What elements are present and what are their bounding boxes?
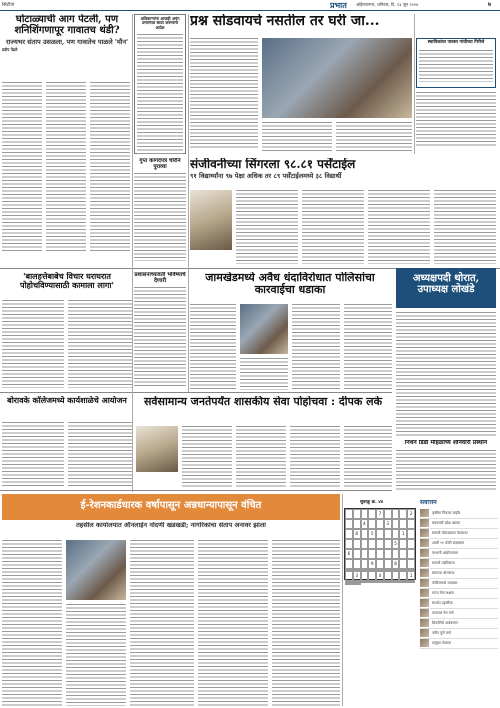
list-item [420, 599, 498, 609]
eration-photo [66, 540, 126, 600]
list-item-thumbnail [420, 599, 429, 607]
list-item-thumbnail [420, 509, 429, 517]
page-number: ७ [488, 1, 492, 8]
gun-headline: गुप्त कागदपत्र चोरीने पुराव्या [139, 158, 181, 171]
ghotala-body-col1 [2, 82, 42, 252]
jamkhed-body-col2 [292, 304, 340, 390]
list-item [420, 579, 498, 589]
sudoku-cell: 5 [368, 529, 376, 539]
sudoku-cell [368, 539, 376, 549]
list-item-label: फायनल गेम मागे [432, 610, 454, 615]
jamkhed-photo [240, 304, 288, 354]
right-box-headline: स्थायिकांचा पावसा गांधीच्या गिरीजे [427, 40, 485, 45]
sudoku-cell [376, 581, 384, 583]
sudoku-cell [399, 581, 407, 583]
list-item-thumbnail [420, 589, 429, 597]
sudoku-cell [345, 559, 353, 569]
sudoku-cell: 8 [392, 559, 400, 569]
jamkhed-body-col4 [240, 358, 288, 390]
gun-body [134, 173, 186, 261]
list-item [420, 539, 498, 549]
jamkhed-headline: जामखेडमध्ये अवैध धंदाविरोधात पोलिसांचा कारवाईचा धडाका [205, 272, 375, 297]
sudoku-cell [353, 509, 361, 519]
list-item [420, 589, 498, 599]
sudoku-cell [407, 529, 415, 539]
sudoku-cell [368, 549, 376, 559]
list-item-label: राज्य मेगा लक्षात [432, 590, 454, 595]
list-item-label: स्वराज्य धोरणाचा [432, 570, 455, 575]
sudoku-cell: 4 [361, 519, 369, 529]
ghotala-subhead: राज्यभर संताप उसळला, पण गावातेच पाळले 'मौन' [5, 38, 129, 46]
sudoku-cell [399, 539, 407, 549]
masthead [0, 0, 500, 11]
sudoku-cell [392, 519, 400, 529]
sudoku-cell [345, 519, 353, 529]
list-item-label: कृषीचा निकाल जाहीर [432, 510, 461, 515]
boravake-body-col2 [68, 422, 132, 488]
eration-body-col4 [198, 540, 268, 706]
sudoku-cell [392, 581, 400, 583]
sudoku-cell [399, 571, 407, 581]
sarvasamanya-body-col3 [290, 426, 340, 488]
eration-body-col5 [272, 540, 340, 706]
ghotala-byline: प्रदीप पेंढारे [2, 47, 18, 53]
sudoku-cell: 7 [376, 509, 384, 519]
singapore-photo [190, 190, 232, 250]
sudoku-cell [376, 539, 384, 549]
list-item-thumbnail [420, 569, 429, 577]
sudoku-cell [407, 581, 415, 583]
eration-body-col1 [2, 540, 62, 706]
nidhan-story [396, 440, 496, 500]
eration-body-col2 [66, 604, 126, 706]
sudoku-cell [384, 549, 392, 559]
adhyaksha-headline: अध्यक्षपदी थोरात, उपाध्यक्ष लोखंडे [412, 273, 480, 295]
sudoku-cell [376, 529, 384, 539]
sudoku-cell: 1 [407, 571, 415, 581]
sudoku-cell [353, 583, 361, 585]
sudoku-cell [368, 519, 376, 529]
sudoku-cell [361, 581, 369, 583]
side-box [134, 14, 186, 154]
adhyaksha-body [396, 312, 496, 437]
sudoku-cell [392, 571, 400, 581]
list-item [420, 519, 498, 529]
sudoku-cell: 2 [407, 509, 415, 519]
eration-subhead: तहसील कार्यालयात ऑनलाईन नोंदणी खडखडी; नागरिकांचा संताप अनावर झाला [76, 522, 266, 529]
prashasan-body [134, 287, 186, 387]
list-item-label: तालुका मेळावा [432, 640, 451, 645]
sodayache-body-col3 [336, 122, 412, 152]
list-item [420, 509, 498, 519]
list-item [420, 529, 498, 539]
right-box-body [419, 50, 493, 82]
sarvasamanya-photo [136, 426, 178, 472]
right-box [416, 38, 496, 88]
sudoku-cell [384, 509, 392, 519]
ghotala-headline: घोटाळ्याची आग पेटली, पण शनिशिंगणापूर गावातच थंडी? [14, 14, 120, 36]
list-item [420, 619, 498, 629]
sudoku-cell [384, 571, 392, 581]
singapore-body-col1 [236, 190, 298, 264]
list-item-thumbnail [420, 539, 429, 547]
sarvasamanya-body-col4 [344, 426, 392, 488]
list-item-label: ससाणे घोटाळ्याचा केल्यावर [432, 530, 468, 535]
sudoku-title: सुडोकू क्र. ४४ [360, 500, 384, 505]
sudoku-cell [376, 549, 384, 559]
prashasan-story [134, 272, 186, 392]
sodayache-body-col2 [262, 122, 332, 152]
sudoku-cell [392, 509, 400, 519]
list-item-thumbnail [420, 579, 429, 587]
sudoku-cell [353, 539, 361, 549]
singapore-body-col3 [368, 190, 430, 264]
singapore-body-col4 [434, 190, 496, 264]
list-item-thumbnail [420, 549, 429, 557]
list-item [420, 629, 498, 639]
sudoku-cell [361, 509, 369, 519]
list-item-label: कॉलेजमध्ये व्यवस्था [432, 580, 458, 585]
ghotala-body-col2 [46, 82, 86, 252]
balhatta-headline: 'बालहत्तेबाबेच विचार घराघरात पोहोचविण्यासाठी कामाला लागा' [20, 272, 114, 290]
list-item-label: स्पर्धात दहावीचा [432, 600, 453, 605]
list-item [420, 609, 498, 619]
list-item [420, 569, 498, 579]
sudoku-grid [344, 508, 416, 580]
boravake-headline: बोरावके कॉलेजमध्ये कार्यशाळेचे आयोजन [7, 396, 127, 405]
nidhan-headline: निधन डिडी मोहळाच्ये शनिवारी प्रस्थान [404, 440, 488, 446]
sudoku-cell [361, 539, 369, 549]
sudoku-cell [361, 571, 369, 581]
list-item-thumbnail [420, 529, 429, 537]
list-item-label: शिवसेनेचे अर्थकारण [432, 620, 459, 625]
sudoku-cell [345, 539, 353, 549]
singapore-headline: संजीवनीच्या सिंगरला ९८.८१ पर्सेंटाईल [190, 158, 356, 171]
sudoku-cell: 5 [392, 539, 400, 549]
sudoku-cell [392, 529, 400, 539]
side-box-body [137, 34, 183, 154]
sodayache-headline: प्रश्न सोडवायचे नसतील तर घरी जा... [190, 14, 380, 29]
sudoku-cell [368, 581, 376, 583]
balhatta-body-col1 [2, 300, 64, 388]
list-item-thumbnail [420, 519, 429, 527]
sudoku-cell [399, 519, 407, 529]
list-item-thumbnail [420, 619, 429, 627]
list-item-thumbnail [420, 559, 429, 567]
list-item-label: बबनरावी प्रदेश खात्या [432, 520, 461, 525]
sudoku-cell: 1 [399, 529, 407, 539]
sudoku-cell: 6 [345, 549, 353, 559]
list-item-thumbnail [420, 639, 429, 647]
list-item-thumbnail [420, 609, 429, 617]
sudoku-cell [353, 519, 361, 529]
section-label: सिटीज [2, 2, 15, 8]
sudoku-cell [399, 549, 407, 559]
sudoku-cell [392, 549, 400, 559]
list-item [420, 639, 498, 649]
sudoku-cell [353, 549, 361, 559]
eration-banner [2, 494, 340, 520]
jamkhed-body-col3 [344, 304, 392, 390]
sudoku-cell [407, 549, 415, 559]
sudoku-cell [345, 583, 353, 585]
prashasan-headline: प्रशासनाच्यावती भविष्याचे देणारी [134, 272, 186, 285]
list-item [420, 549, 498, 559]
side-box-headline: अधिकाऱ्यांना आजही अपंग प्रमाणपत्र सादर करण्याचे आदेश [140, 16, 180, 30]
sidebar-list-title: सर्वोत्तम [420, 500, 437, 506]
list-item-label: परभणी आंदोलनाला [432, 550, 458, 555]
sudoku-cell [376, 559, 384, 569]
right-box-continued [416, 92, 496, 148]
date-line: अहिल्यानगर, शनिवार, दि. १३ जून २०२४ [356, 2, 419, 7]
sudoku-cell [407, 539, 415, 549]
sudoku-cell [384, 581, 392, 583]
singapore-body-col2 [302, 190, 364, 264]
sarvasamanya-body-col1 [182, 426, 232, 488]
jamkhed-body-col1 [190, 304, 236, 390]
sudoku-cell [384, 559, 392, 569]
sudoku-cell [384, 539, 392, 549]
sudoku-cell [345, 571, 353, 581]
boravake-body-col1 [2, 422, 64, 488]
sudoku-cell: 3 [384, 519, 392, 529]
sudoku-cell [407, 559, 415, 569]
sudoku-cell: 3 [353, 571, 361, 581]
sudoku-cell [368, 509, 376, 519]
sidebar-list [420, 500, 498, 706]
ghotala-body-col3 [90, 82, 130, 252]
sudoku-cell [345, 529, 353, 539]
eration-headline: ई-रेशनकार्डधारक वर्षापासून अन्नधान्यापासून वंचित [80, 500, 262, 511]
nidhan-body [396, 450, 496, 490]
sudoku-cell [399, 559, 407, 569]
sudoku-cell [399, 509, 407, 519]
singapore-subhead: ९१ विद्यार्थ्यांना ९७ पेक्षा अधिक तर ८९ पर्सेंटाईलमध्ये ३८ विद्यार्थी [190, 172, 342, 181]
sarvasamanya-headline: सर्वसामान्य जनतेपर्यंत शासकीय सेवा पोहोचवा : दीपक लके [143, 396, 383, 408]
sudoku-cell [345, 509, 353, 519]
sudoku-cell [376, 519, 384, 529]
sodayache-photo [262, 38, 412, 118]
balhatta-body-col2 [68, 300, 132, 388]
sudoku-cell [384, 529, 392, 539]
list-item [420, 559, 498, 569]
sarvasamanya-body-col2 [236, 426, 286, 488]
sudoku-cell [368, 571, 376, 581]
list-item-label: नवीन पुणे मार्ग [432, 630, 451, 635]
brand-logo: प्रभात [330, 0, 347, 10]
list-item-label: ससाणे तहसिलला [432, 560, 455, 565]
adhyaksha-box [396, 268, 496, 308]
list-item-label: आली ९१ कोटी सदस्यांना [432, 540, 465, 545]
sudoku-cell [353, 559, 361, 569]
sudoku-cell [407, 519, 415, 529]
sodayache-body-col1 [190, 38, 258, 148]
eration-body-col3 [130, 540, 194, 706]
sudoku-cell [361, 529, 369, 539]
sudoku-cell: 8 [353, 529, 361, 539]
sudoku-cell: 4 [376, 571, 384, 581]
gun-story [134, 158, 186, 263]
list-item-thumbnail [420, 629, 429, 637]
sudoku-cell: 9 [368, 559, 376, 569]
sudoku-cell [361, 549, 369, 559]
sudoku-cell [361, 559, 369, 569]
